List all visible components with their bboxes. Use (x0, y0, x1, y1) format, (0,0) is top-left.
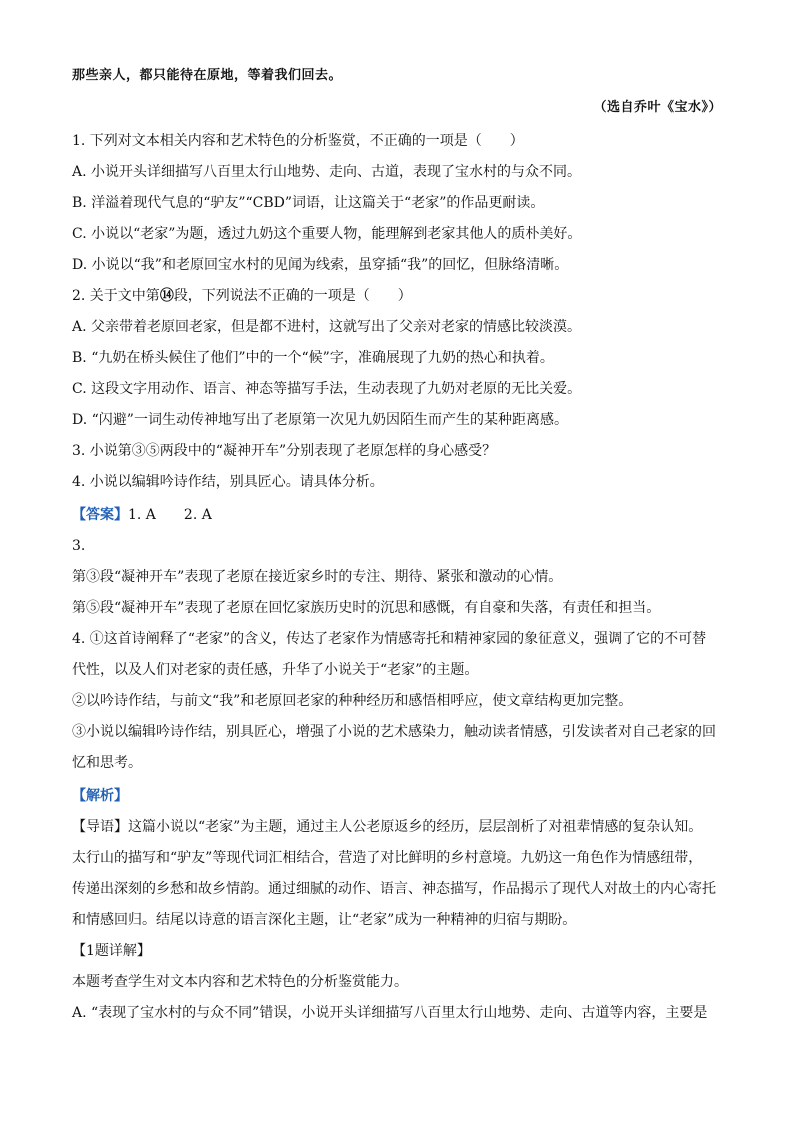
question-2-option-c: C. 这段文字用动作、语言、神态等描写手法，生动表现了九奶对老原的无比关爱。 (72, 381, 582, 397)
answer-3-part-2: 第⑤段“凝神开车”表现了老原在回忆家族历史时的沉思和感慨，有自豪和失落，有责任和担当。 (72, 600, 661, 616)
source-citation: （选自乔叶《宝水》） (593, 100, 722, 115)
answer-4-point-2: ②以吟诗作结，与前文“我”和老原回老家的种种经历和感悟相呼应，使文章结构更加完整。 (72, 693, 633, 709)
guide-text-1: 这篇小说以“老家”为主题，通过主人公老原返乡的经历，层层剖析了对祖辈情感的复杂认知。 (128, 819, 703, 835)
question-1-stem: 1. 下列对文本相关内容和艺术特色的分析鉴赏，不正确的一项是（ ） (72, 133, 524, 149)
answer-4-point-1a: 4. ①这首诗阐释了“老家”的含义，传达了老家作为情感寄托和精神家园的象征意义，强调了它的不可替 (72, 631, 707, 647)
guide-tag: 【导语】 (72, 819, 128, 835)
answer-line (72, 505, 722, 525)
question-1-option-b: B. 洋溢着现代气息的“驴友”“CBD”词语，让这篇关于“老家”的作品更耐读。 (72, 195, 545, 211)
guide-line-2: 太行山的描写和“驴友”等现代词汇相结合，营造了对比鲜明的乡村意境。九奶这一角色作为情感纽带， (72, 850, 703, 866)
guide-line-3: 传递出深刻的乡愁和故乡情韵。通过细腻的动作、语言、神态描写，作品揭示了现代人对故土的内心寄托 (72, 881, 716, 897)
question-2-stem (72, 286, 722, 306)
guide-line-1 (72, 817, 722, 837)
answer-choices: 1. A 2. A (128, 507, 212, 523)
answer-3-number: 3. (72, 538, 86, 554)
question-2-option-d: D. “闪避”一词生动传神地写出了老原第一次见九奶因陌生而产生的某种距离感。 (72, 412, 568, 428)
question-1-option-a: A. 小说开头详细描写八百里太行山地势、走向、古道，表现了宝水村的与众不同。 (72, 164, 582, 180)
question-2-option-b: B. “九奶在桥头候住了他们”中的一个“候”字，准确展现了九奶的热心和执着。 (72, 350, 554, 366)
answer-4-point-3a: ③小说以编辑吟诗作结，别具匠心，增强了小说的艺术感染力，触动读者情感，引发读者对自己老家的回 (72, 724, 716, 740)
question-1-option-d: D. 小说以“我”和老原回宝水村的见闻为线索，虽穿插“我”的回忆，但脉络清晰。 (72, 257, 569, 273)
detail-line-2: A. “表现了宝水村的与众不同”错误，小说开头详细描写八百里太行山地势、走向、古道等内容，主要是 (72, 1005, 708, 1021)
answer-tag: 【答案】 (72, 507, 128, 523)
guide-line-4: 和情感回归。结尾以诗意的语言深化主题，让“老家”成为一种精神的归宿与期盼。 (72, 912, 577, 928)
passage-ending: 那些亲人，都只能待在原地，等着我们回去。 (72, 68, 343, 83)
detail-tag: 【1题详解】 (72, 943, 151, 959)
question-2-option-a: A. 父亲带着老原回老家，但是都不进村，这就写出了父亲对老家的情感比较淡漠。 (72, 319, 582, 335)
answer-4-point-1b: 代性，以及人们对老家的责任感，升华了小说关于“老家”的主题。 (72, 662, 479, 678)
answer-4-point-3b: 忆和思考。 (72, 755, 142, 771)
question-1-option-c: C. 小说以“老家”为题，透过九奶这个重要人物，能理解到老家其他人的质朴美好。 (72, 226, 582, 242)
paragraph-number-14: ⑭ (159, 288, 174, 304)
answer-3-part-1: 第③段“凝神开车”表现了老原在接近家乡时的专注、期待、紧张和激动的心情。 (72, 569, 563, 585)
detail-line-1: 本题考查学生对文本内容和艺术特色的分析鉴赏能力。 (72, 974, 408, 990)
question-2-stem-post: 段，下列说法不正确的一项是（ ） (173, 288, 412, 304)
question-4: 4. 小说以编辑吟诗作结，别具匠心。请具体分析。 (72, 474, 384, 490)
analysis-tag: 【解析】 (72, 788, 128, 804)
question-3: 3. 小说第③⑤两段中的“凝神开车”分别表现了老原怎样的身心感受？ (72, 443, 497, 459)
question-2-stem-pre: 2. 关于文中第 (72, 288, 160, 304)
